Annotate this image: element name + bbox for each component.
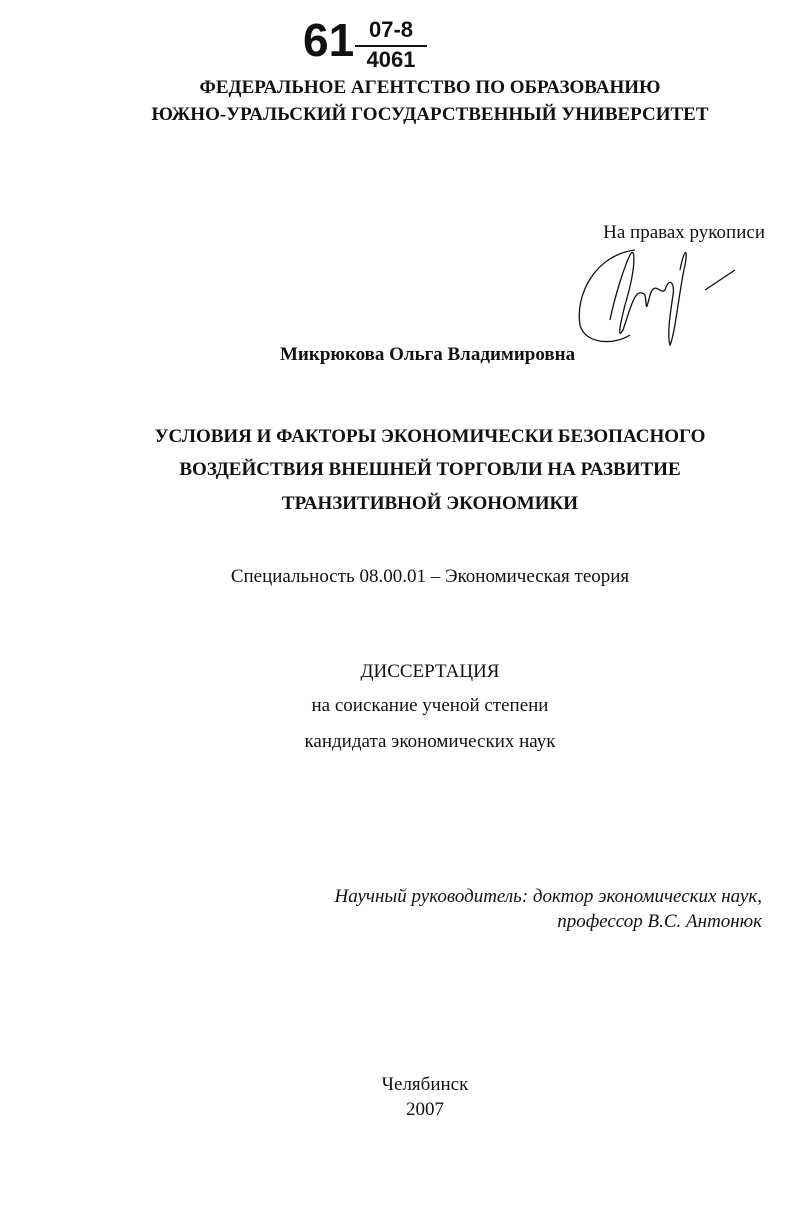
catalog-denominator: 4061: [366, 47, 416, 72]
specialty: Специальность 08.00.01 – Экономическая теория: [230, 566, 630, 587]
advisor-line-2: профессор В.С. Антонюк: [557, 911, 762, 932]
catalog-number: 61: [303, 14, 355, 66]
city: Челябинск: [381, 1074, 469, 1095]
document-type: ДИССЕРТАЦИЯ: [360, 661, 500, 682]
title-line-3: ТРАНЗИТИВНОЙ ЭКОНОМИКИ: [281, 493, 579, 514]
degree-line-1: на соискание ученой степени: [311, 695, 549, 716]
manuscript-note: На правах рукописи: [603, 222, 765, 243]
agency-name: ФЕДЕРАЛЬНОЕ АГЕНТСТВО ПО ОБРАЗОВАНИЮ: [199, 77, 661, 98]
catalog-numerator: 07-8: [368, 17, 414, 42]
year: 2007: [406, 1099, 444, 1120]
author-name: Микрюкова Ольга Владимировна: [280, 344, 576, 365]
degree-line-2: кандидата экономических наук: [304, 731, 556, 752]
title-line-1: УСЛОВИЯ И ФАКТОРЫ ЭКОНОМИЧЕСКИ БЕЗОПАСНОГО: [154, 426, 706, 447]
advisor-line-1: Научный руководитель: доктор экономических наук,: [334, 886, 762, 907]
title-line-2: ВОЗДЕЙСТВИЯ ВНЕШНЕЙ ТОРГОВЛИ НА РАЗВИТИЕ: [179, 459, 681, 480]
signature: [575, 245, 755, 355]
university-name: ЮЖНО-УРАЛЬСКИЙ ГОСУДАРСТВЕННЫЙ УНИВЕРСИТЕТ: [151, 104, 709, 125]
